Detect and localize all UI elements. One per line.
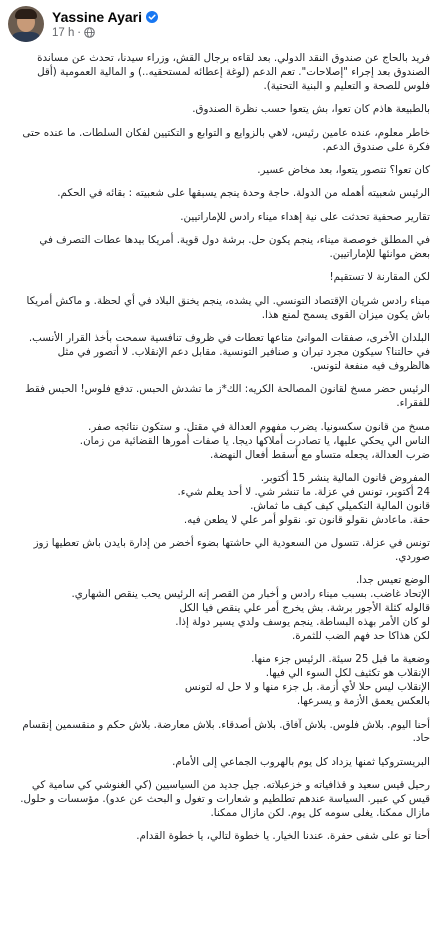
- post-text-line: خاطر معلوم، عنده عامين رئيس، لاهي بالزوايع و التوابع و التكتيين لفكان السلطات. ما عنده حتى: [22, 126, 430, 139]
- post-text-line: حاد.: [412, 732, 430, 745]
- author-avatar[interactable]: [8, 6, 44, 42]
- post-text-line: باش يكون ميزان القوى يسمح لمنع هذا.: [261, 308, 430, 321]
- post-text-line: كان تعوا؟ تتصور يتعوا، بعد مخاض عسير.: [257, 163, 430, 176]
- post-paragraph: [10, 383, 430, 411]
- post-text-line: فلوس للصحة و التعليم و البنية التحتية).: [263, 79, 430, 92]
- post-text-line: في المطلق خوصصة ميناء، ينجم يكون حل. برشة دول قوية. أمريكا بيدها عطات التصرف في: [39, 234, 430, 247]
- post-paragraph: [10, 271, 430, 285]
- post-text-line: الإتحاد غاضب. بسبب ميناء رادس و أخبار من القصر إنه الرئيس يحب ينقص الشهاري.: [71, 588, 430, 601]
- author-info: [52, 9, 158, 39]
- post-text-line: المفروض قانون المالية ينشر 15 أكتوبر.: [260, 471, 430, 484]
- post-text-line: فكرة على صندوق الدعم.: [322, 140, 430, 153]
- post-text-line: الإنقلاب ليس حلا لأي أزمة. بل جزء منها و لا حل له لتونس: [184, 681, 430, 694]
- post-paragraph: [10, 756, 430, 770]
- post-body: [10, 52, 430, 854]
- post-paragraph: [10, 187, 430, 201]
- post-text-line: صوردي.: [395, 550, 430, 563]
- post-text-line: أحنا تو على شفى حفرة. عندنا الخيار. يا خطوة لتالي، يا خطوة القدام.: [136, 830, 430, 843]
- post-paragraph: [10, 211, 430, 225]
- post-text-line: الوضع تعيس جدا.: [355, 574, 430, 587]
- post-paragraph: [10, 295, 430, 323]
- post-text-line: بالطبيعة هاذم كان تعوا، بش يتعوا حسب نظرة الصندوق.: [192, 103, 430, 116]
- post-text-line: رحيل قيس سعيد و قذافياته و خزعبلاته. جيل جديد من السياسيين (كي الغنوشي كي سامية كي: [31, 779, 430, 792]
- post-text-line: لو كان الأمر بهذه البساطة. ينجم يوسف ولدي يسير دولة إذا.: [175, 616, 430, 629]
- post-text-line: الرئيس حضر مسخ لقانون المصالحة الكريه: الك*ز ما تشدش الحبس. تدفع فلوس! الحبس فقط: [25, 383, 430, 396]
- post-text-line: مازال ممكنا. يغلى سومه كل يوم. لكن مازال ممكنا.: [210, 807, 430, 820]
- post-text-line: ضرب العدالة، يجعله متساو مع أسقط أفعال النهضة.: [210, 448, 430, 461]
- post-text-line: تونس في عزلة. تتسول من السعودية الي حاشتها بضوء أخضر من إدارة بايدن باش تعطيها زوز: [33, 537, 430, 550]
- post-text-line: الناس الي يحكي عليها، يا تصادرت أملاكها ديجا. يا صفات أمورها القضائية من زمان.: [79, 434, 430, 447]
- post-text-line: الإنقلاب هو تكثيف لكل السوء الي فيها.: [265, 667, 430, 680]
- post-text-line: لكن المقارنة لا تستقيم!: [329, 271, 430, 284]
- post-text-line: قانون المالية التكميلي كيف كيف ما ثماش.: [250, 499, 430, 512]
- globe-icon[interactable]: [84, 27, 95, 38]
- post-paragraph: [10, 332, 430, 374]
- verified-badge-icon: [146, 11, 158, 23]
- post-text-line: لكن هذاكا حد فهم الضب للثمرة.: [291, 630, 430, 642]
- post-paragraph: [10, 234, 430, 262]
- post-paragraph: [10, 719, 430, 747]
- post-paragraph: [10, 830, 430, 844]
- post-timestamp[interactable]: 17 h: [52, 26, 75, 39]
- post-paragraph: [10, 537, 430, 565]
- post-paragraph: [10, 472, 430, 528]
- post-text-line: قيس كي عبير. السياسة عندهم تطلطيم و شعارات و تغول و البحث عن عدو). مؤسسات و حلول.: [20, 793, 430, 806]
- post-header: [0, 0, 436, 44]
- post-text-line: قالوله كثلة الأجور برشة. بش يخرج أمر علي ينقص فيا الكل: [179, 602, 430, 615]
- post-text-line: البلدان الأخرى، صفقات الموانئ متاعها تعطات في ظروف تنافسية سمحت بأخذ القرار الأنسب.: [28, 332, 430, 345]
- post-text-line: تقارير صحفية تحدثت على نية إهداء ميناء رادس للإماراتيين.: [180, 210, 430, 223]
- post-paragraph: [10, 421, 430, 463]
- post-text-line: الرئيس شعبيته أهمله من الدولة. حاجة وحدة ينجم يسبقها على شعبيته : بقائه في الحكم.: [57, 187, 430, 200]
- post-text-line: وضعية ما قبل 25 سيئة. الرئيس جزء منها.: [251, 653, 430, 666]
- post-text-line: في حالتنا؟ سيكون مجرد تيران و صنافير التونسية. مقابل دعم الإنقلاب. لا أتصور في مثل: [57, 346, 430, 359]
- post-text-line: بالعكس يعمق الأزمة و يسرعها.: [296, 695, 430, 708]
- post-text-line: مسخ من قانون سكسونيا. يضرب مفهوم العدالة في مقتل. و ستكون نتائجه صفر.: [88, 420, 430, 433]
- post-paragraph: [10, 164, 430, 178]
- post-text-line: 24 أكتوبر، تونس في عزلة. ما تنشر شي. لا أحد يعلم شيء.: [177, 485, 430, 498]
- post-paragraph: [10, 127, 430, 155]
- post-meta: [52, 26, 158, 39]
- post-paragraph: [10, 779, 430, 821]
- post-text-line: بعض موانئها للإماراتيين.: [329, 248, 430, 261]
- author-name[interactable]: Yassine Ayari: [52, 9, 143, 25]
- post-paragraph: [10, 103, 430, 117]
- post-text-line: فريد بالحاج عن صندوق النقد الدولي. بعد لقاءه برجال القش، وزراء سيدنا، تحدث عن مساندة: [37, 52, 430, 64]
- post-text-line: الصندوق بعد إجراء "إصلاحات". تعم الدعم (لوغة إعطائه لمستحقيه..) و المالية العمومية (أقل: [37, 65, 430, 78]
- author-name-row: [52, 9, 158, 25]
- post-paragraph: [10, 653, 430, 709]
- post-paragraph: [10, 52, 430, 94]
- meta-separator: ·: [77, 26, 81, 39]
- post-text-line: ميناء رادس شريان الإقتصاد التونسي. الي يشده، ينجم يخنق البلاد في أي لحظة. و ماكش أمريكا: [26, 294, 430, 307]
- post-text-line: هالظروف فيه منفعة لتونس.: [310, 360, 430, 372]
- post-text-line: حقة. ماعادش نقولو قانون تو. نقولو أمر علي لا يطعن فيه.: [183, 513, 430, 526]
- post-text-line: للفقراء.: [396, 397, 430, 410]
- post-paragraph: [10, 574, 430, 644]
- post-text-line: أحنا اليوم. بلاش فلوس. بلاش آفاق. بلاش أصدقاء. بلاش معارضة. بلاش حكم و منقسمين إنقسام: [22, 718, 430, 731]
- post-text-line: البريستروكيا ثمنها يزداد كل يوم بالهروب الجماعي إلى الأمام.: [172, 755, 430, 768]
